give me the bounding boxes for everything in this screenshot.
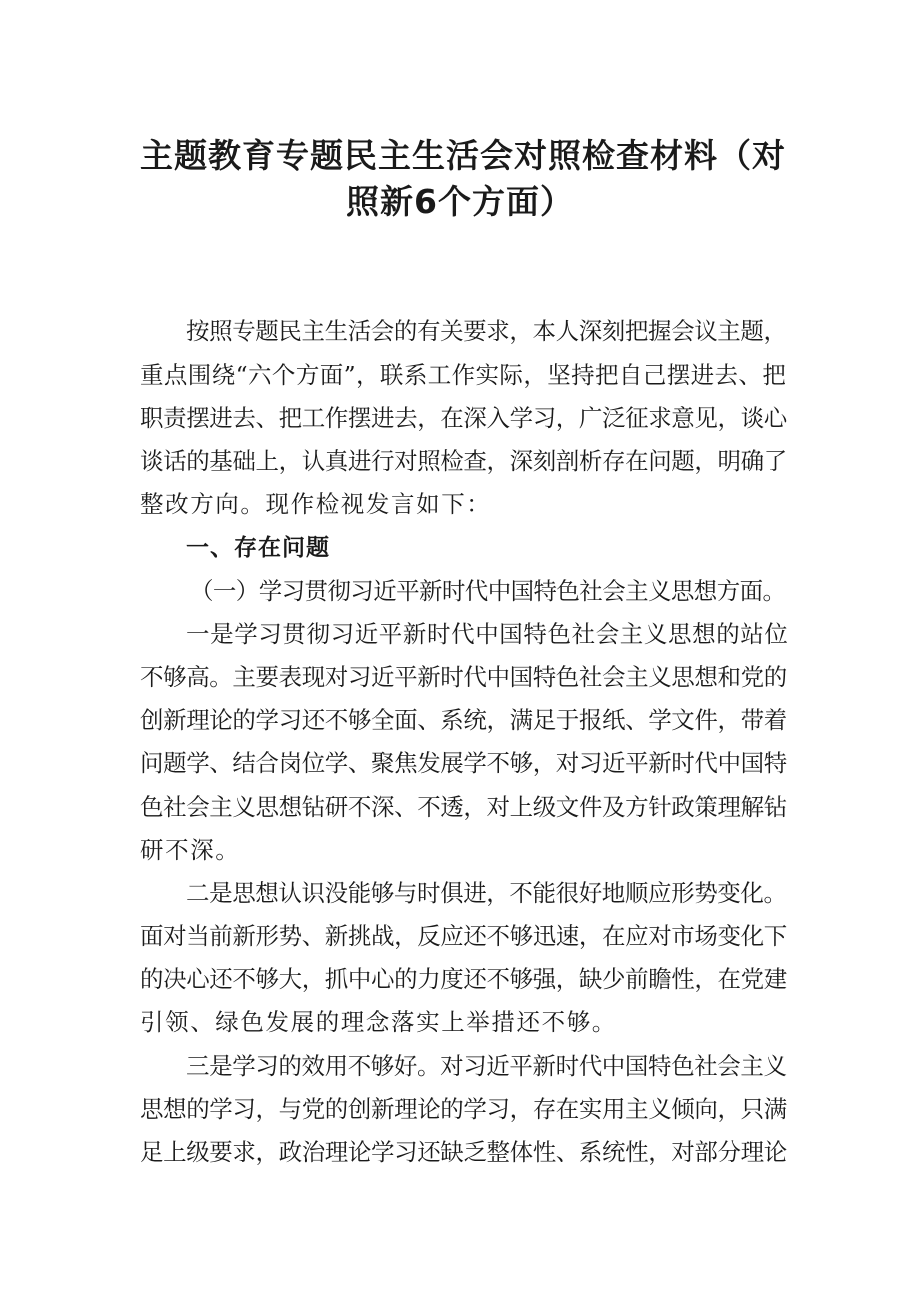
paragraph-line: 一是学习贯彻习近平新时代中国特色社会主义思想的站位 (186, 620, 789, 648)
subsection-heading: （一）学习贯彻习近平新时代中国特色社会主义思想方面。 (190, 577, 786, 605)
paragraph-line: 研不深。 (140, 836, 241, 864)
document-title-line-1: 主题教育专题民主生活会对照检查材料（对 (140, 136, 786, 175)
intro-line: 整改方向。现作检视发言如下： (140, 490, 492, 518)
paragraph-line: 问题学、结合岗位学、聚焦发展学不够，对习近平新时代中国特 (140, 749, 787, 777)
paragraph-line: 的决心还不够大，抓中心的力度还不够强，缺少前瞻性，在党建 (140, 965, 787, 993)
paragraph-line: 二是思想认识没能够与时俱进，不能很好地顺应形势变化。 (186, 879, 787, 907)
intro-line: 重点围绕“六个方面”，联系工作实际，坚持把自己摆进去、把 (140, 361, 787, 389)
document-title-line-2: 照新6个方面） (346, 182, 574, 221)
intro-line: 按照专题民主生活会的有关要求，本人深刻把握会议主题， (186, 317, 787, 345)
paragraph-line: 三是学习的效用不够好。对习近平新时代中国特色社会主义 (186, 1052, 787, 1080)
intro-line: 职责摆进去、把工作摆进去，在深入学习，广泛征求意见，谈心 (140, 404, 787, 432)
intro-line: 谈话的基础上，认真进行对照检查，深刻剖析存在问题，明确了 (140, 447, 787, 475)
paragraph-line: 思想的学习，与党的创新理论的学习，存在实用主义倾向，只满 (140, 1095, 787, 1123)
paragraph-line: 创新理论的学习还不够全面、系统，满足于报纸、学文件，带着 (140, 706, 787, 734)
paragraph-line: 色社会主义思想钻研不深、不透，对上级文件及方针政策理解钻 (140, 793, 787, 821)
paragraph-line: 不够高。主要表现对习近平新时代中国特色社会主义思想和党的 (140, 663, 787, 691)
paragraph-line: 引领、绿色发展的理念落实上举措还不够。 (140, 1008, 617, 1036)
section-heading: 一、存在问题 (186, 535, 330, 561)
paragraph-line: 面对当前新形势、新挑战，反应还不够迅速，在应对市场变化下 (140, 922, 787, 950)
paragraph-line: 足上级要求，政治理论学习还缺乏整体性、系统性，对部分理论 (140, 1138, 787, 1166)
